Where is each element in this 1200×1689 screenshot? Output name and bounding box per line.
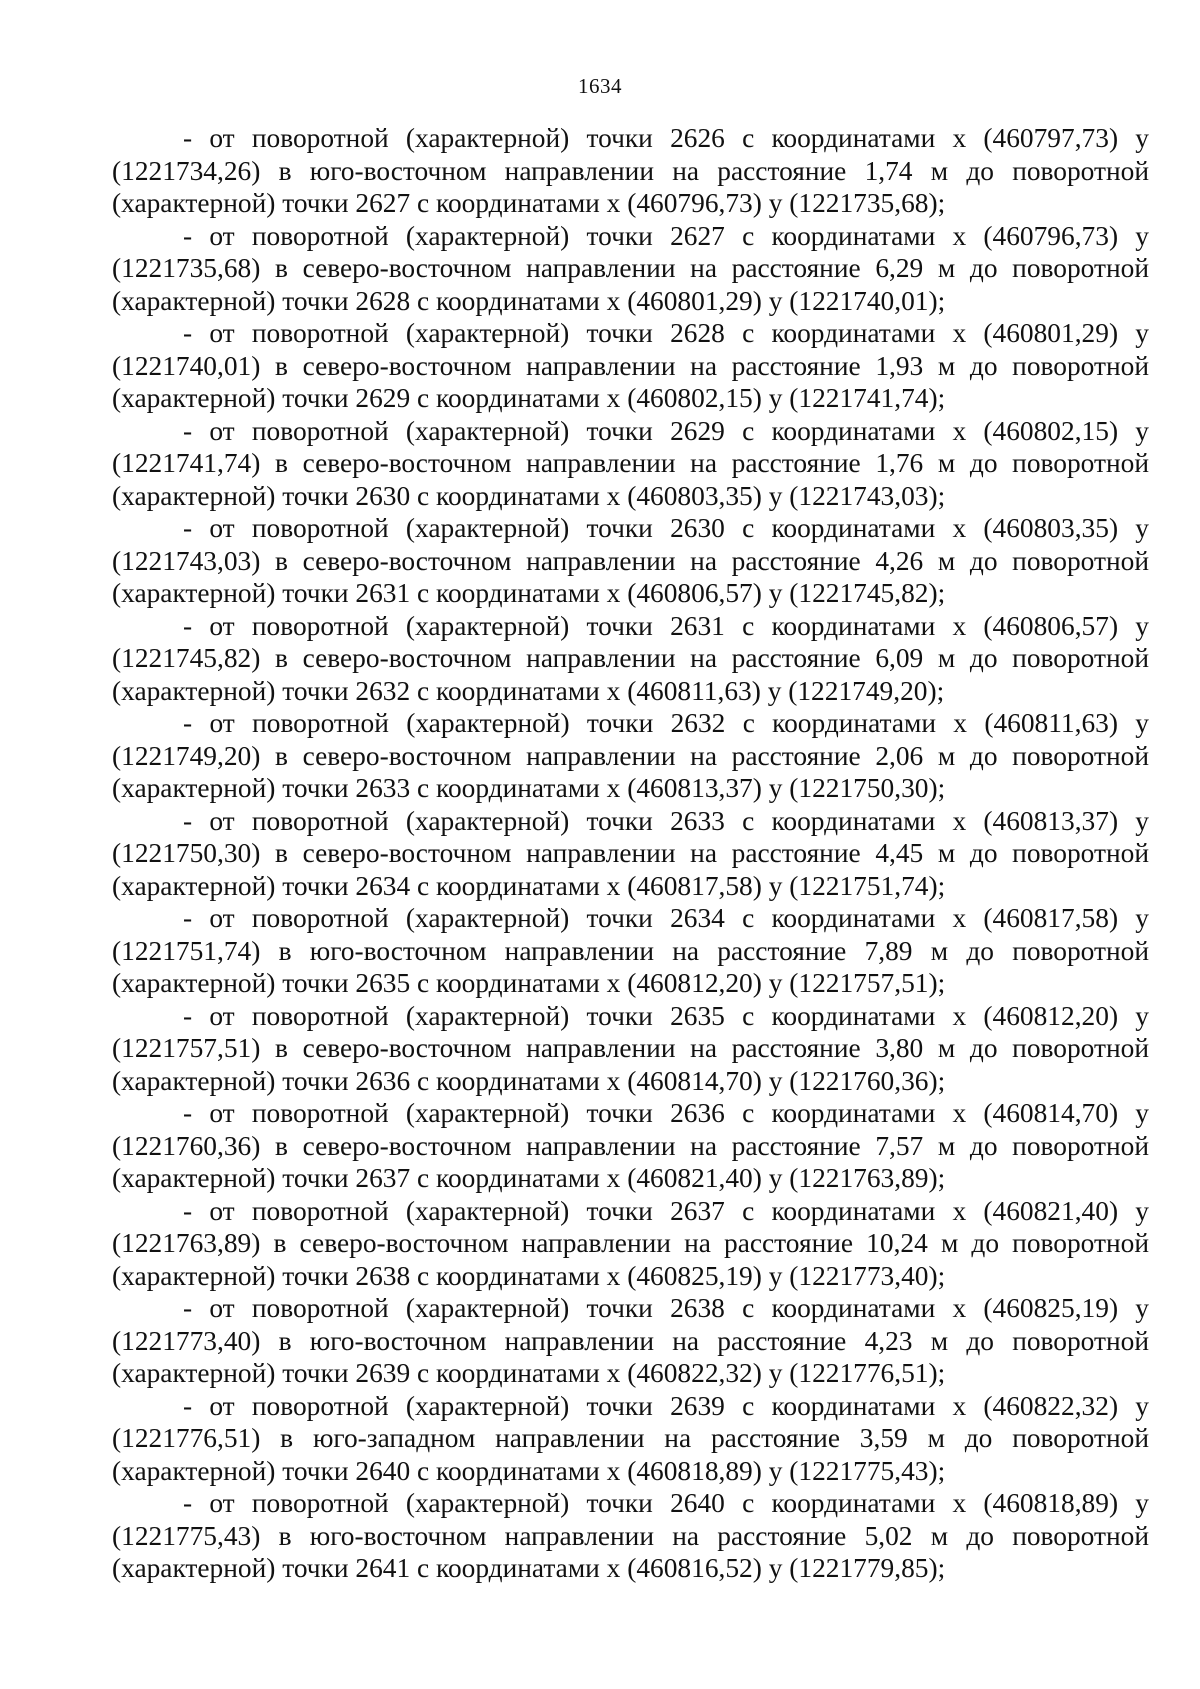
boundary-segment-paragraph: - от поворотной (характерной) точки 2635 с координатами х (460812,20) у (1221757,51) в северо-восточном направлении на расстояние 3,80 м до поворотной (характерной) точки 2636 с координатами х (460814,70) у (1221760,36); xyxy=(112,1000,1149,1096)
boundary-segment-paragraph: - от поворотной (характерной) точки 2629 с координатами х (460802,15) у (1221741,74) в северо-восточном направлении на расстояние 1,76 м до поворотной (характерной) точки 2630 с координатами х (460803,35) у (1221743,03); xyxy=(112,415,1149,511)
boundary-segment-paragraph: - от поворотной (характерной) точки 2639 с координатами х (460822,32) у (1221776,51) в юго-западном направлении на расстояние 3,59 м до поворотной (характерной) точки 2640 с координатами х (460818,89) у (1221775,43); xyxy=(112,1390,1149,1486)
boundary-segment-paragraph: - от поворотной (характерной) точки 2634 с координатами х (460817,58) у (1221751,74) в юго-восточном направлении на расстояние 7,89 м до поворотной (характерной) точки 2635 с координатами х (460812,20) у (1221757,51); xyxy=(112,903,1149,998)
page-number: 1634 xyxy=(578,74,622,98)
boundary-segment-paragraph: - от поворотной (характерной) точки 2638 с координатами х (460825,19) у (1221773,40) в юго-восточном направлении на расстояние 4,23 м до поворотной (характерной) точки 2639 с координатами х (460822,32) у (1221776,51); xyxy=(112,1293,1149,1388)
boundary-segment-paragraph: - от поворотной (характерной) точки 2631 с координатами х (460806,57) у (1221745,82) в северо-восточном направлении на расстояние 6,09 м до поворотной (характерной) точки 2632 с координатами х (460811,63) у (1221749,20); xyxy=(112,610,1149,706)
document-body xyxy=(112,122,1149,1585)
boundary-segment-paragraph: - от поворотной (характерной) точки 2636 с координатами х (460814,70) у (1221760,36) в северо-восточном направлении на расстояние 7,57 м до поворотной (характерной) точки 2637 с координатами х (460821,40) у (1221763,89); xyxy=(112,1098,1149,1193)
boundary-segment-paragraph: - от поворотной (характерной) точки 2640 с координатами х (460818,89) у (1221775,43) в юго-восточном направлении на расстояние 5,02 м до поворотной (характерной) точки 2641 с координатами х (460816,52) у (1221779,85); xyxy=(112,1488,1149,1583)
boundary-segment-paragraph: - от поворотной (характерной) точки 2627 с координатами х (460796,73) у (1221735,68) в северо-восточном направлении на расстояние 6,29 м до поворотной (характерной) точки 2628 с координатами х (460801,29) у (1221740,01); xyxy=(112,220,1149,316)
boundary-segment-paragraph: - от поворотной (характерной) точки 2633 с координатами х (460813,37) у (1221750,30) в северо-восточном направлении на расстояние 4,45 м до поворотной (характерной) точки 2634 с координатами х (460817,58) у (1221751,74); xyxy=(112,805,1149,901)
boundary-segment-paragraph: - от поворотной (характерной) точки 2637 с координатами х (460821,40) у (1221763,89) в северо-восточном направлении на расстояние 10,24 м до поворотной (характерной) точки 2638 с координатами х (460825,19) у (1221773,40); xyxy=(112,1195,1149,1291)
boundary-segment-paragraph: - от поворотной (характерной) точки 2626 с координатами х (460797,73) у (1221734,26) в юго-восточном направлении на расстояние 1,74 м до поворотной (характерной) точки 2627 с координатами х (460796,73) у (1221735,68); xyxy=(112,123,1149,218)
boundary-segment-paragraph: - от поворотной (характерной) точки 2628 с координатами х (460801,29) у (1221740,01) в северо-восточном направлении на расстояние 1,93 м до поворотной (характерной) точки 2629 с координатами х (460802,15) у (1221741,74); xyxy=(112,318,1149,413)
boundary-segment-paragraph: - от поворотной (характерной) точки 2632 с координатами х (460811,63) у (1221749,20) в северо-восточном направлении на расстояние 2,06 м до поворотной (характерной) точки 2633 с координатами х (460813,37) у (1221750,30); xyxy=(112,708,1149,803)
boundary-segment-paragraph: - от поворотной (характерной) точки 2630 с координатами х (460803,35) у (1221743,03) в северо-восточном направлении на расстояние 4,26 м до поворотной (характерной) точки 2631 с координатами х (460806,57) у (1221745,82); xyxy=(112,513,1149,608)
